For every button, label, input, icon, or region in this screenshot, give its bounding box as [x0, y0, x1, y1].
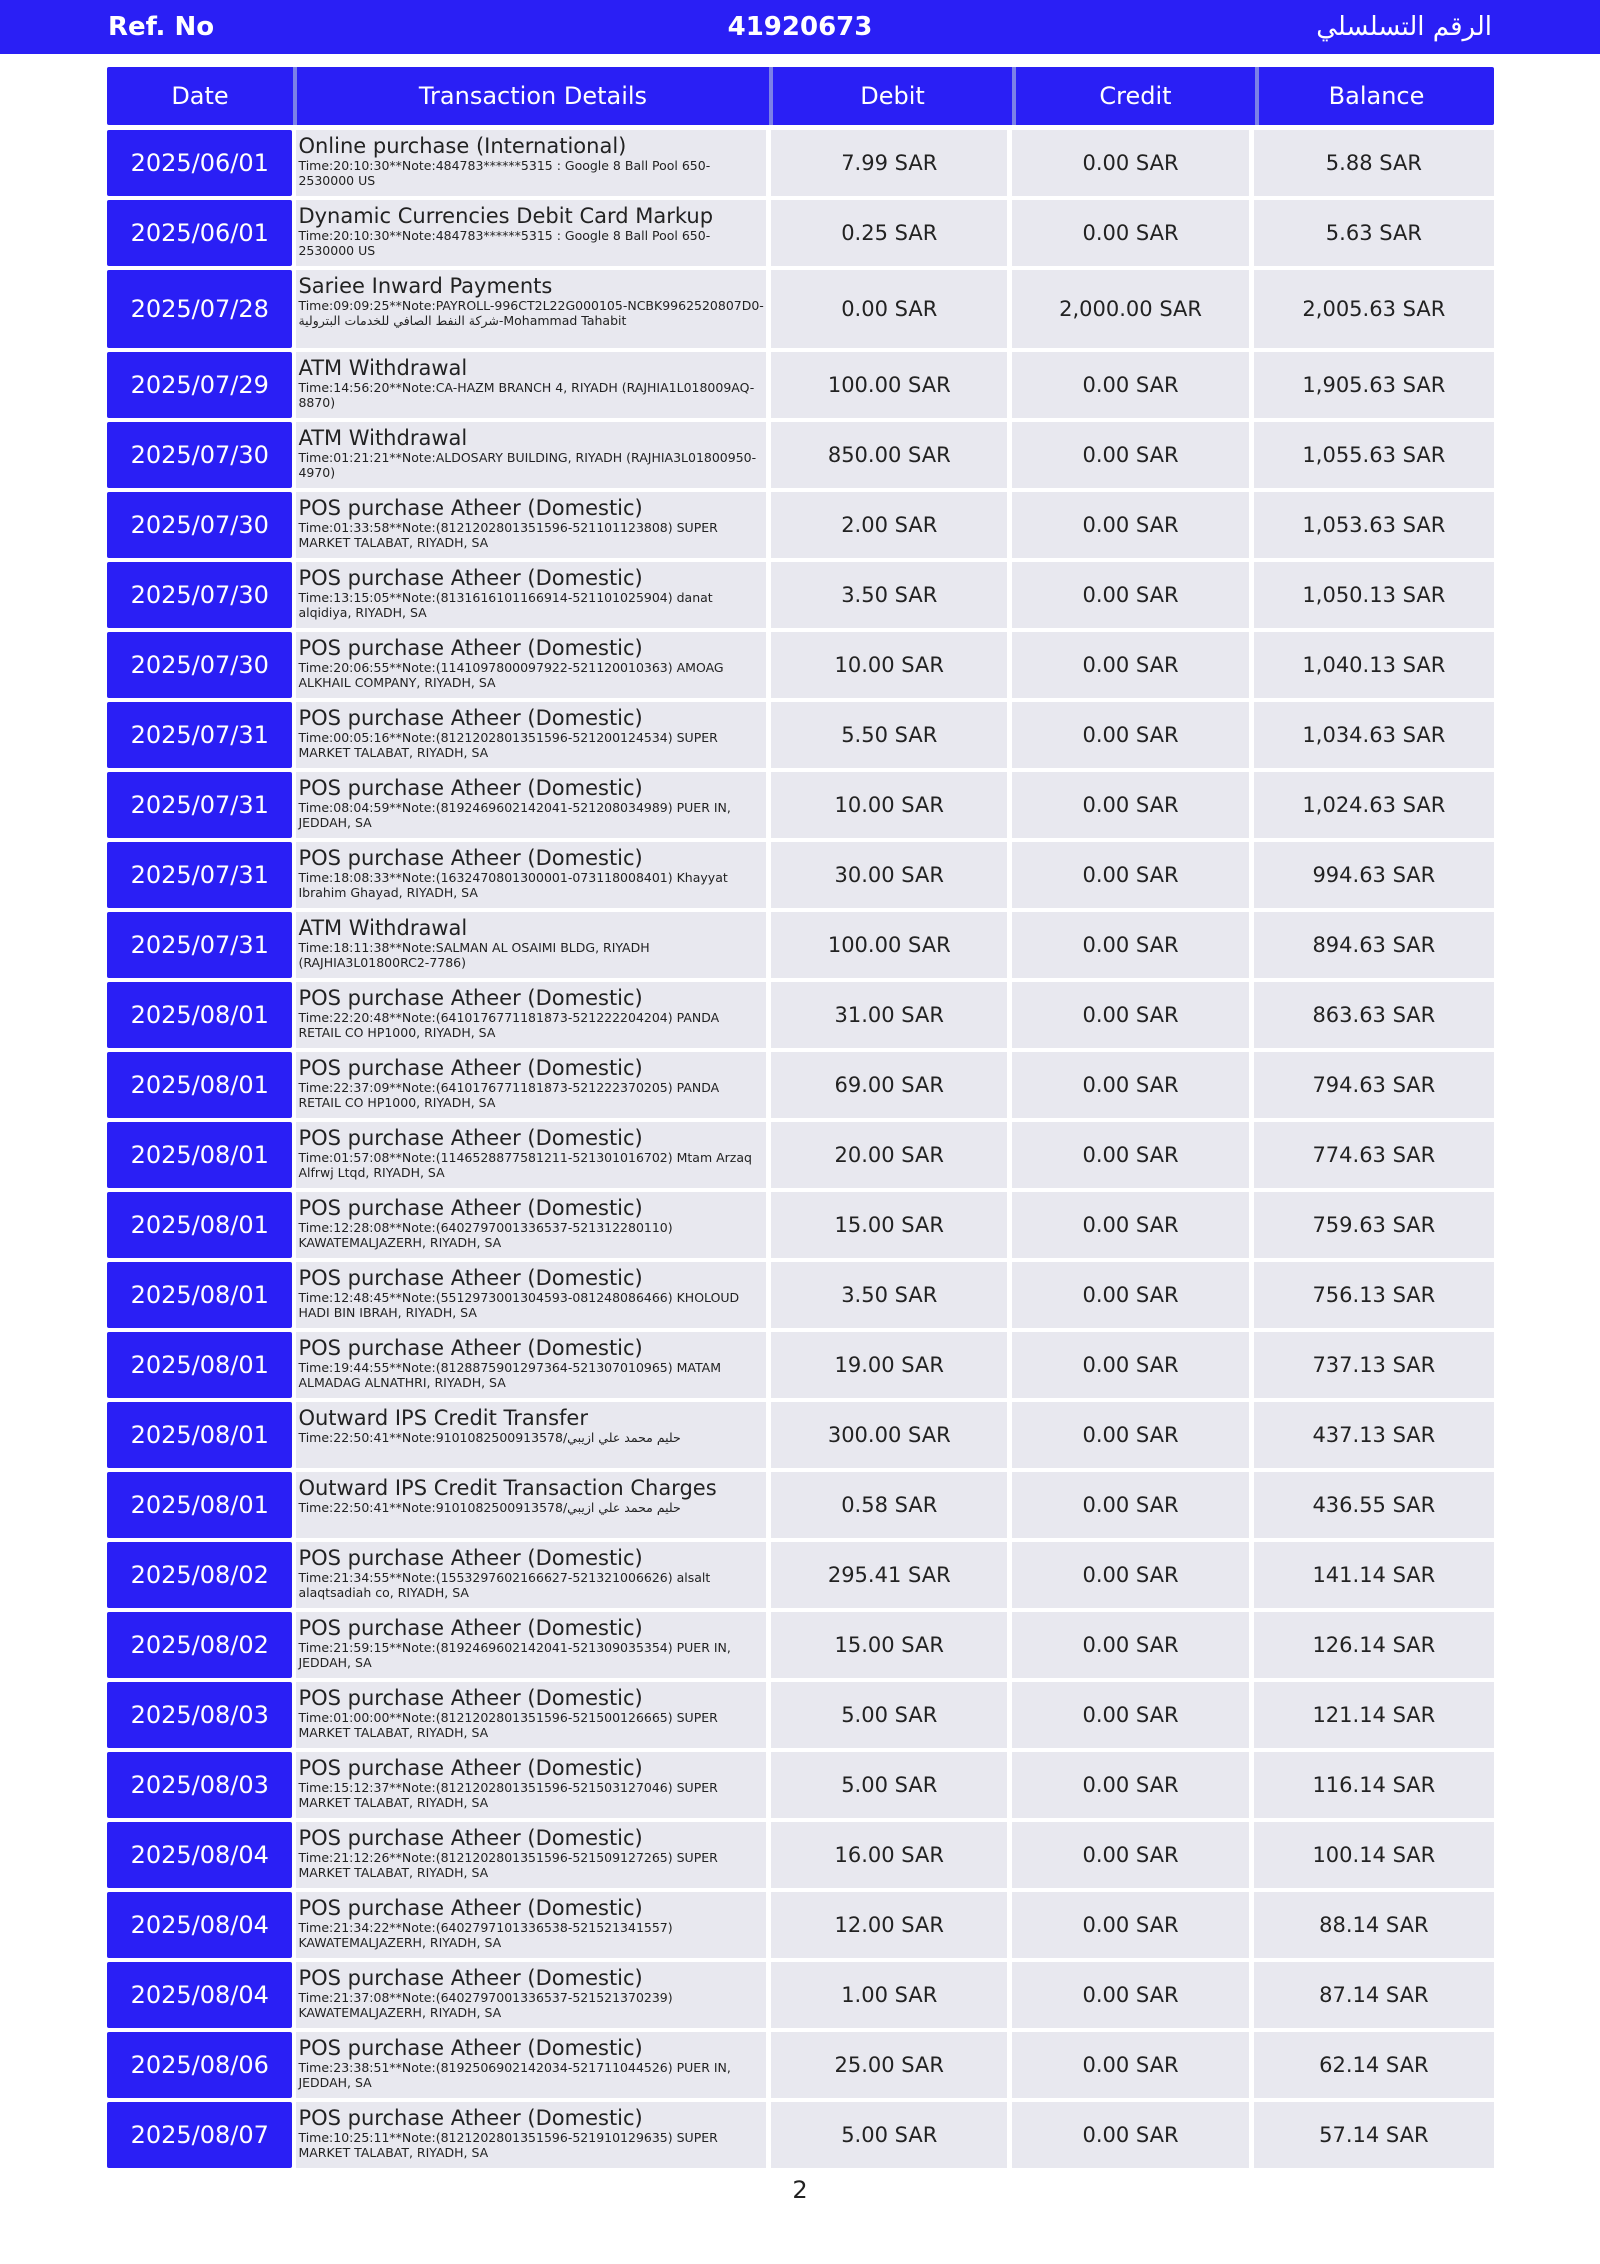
- row-debit: 5.00 SAR: [771, 2102, 1007, 2168]
- row-details-note: Time:18:11:38**Note:SALMAN AL OSAIMI BLDG, RIYADH (RAJHIA3L01800RC2-7786): [298, 940, 650, 970]
- row-details: [296, 1052, 766, 1118]
- row-details-note: Time:22:37:09**Note:(6410176771181873-521222370205) PANDA RETAIL CO HP1000, RIYADH, SA: [298, 1080, 720, 1110]
- row-details: [296, 1402, 766, 1468]
- row-details-note: Time:08:04:59**Note:(8192469602142041-521208034989) PUER IN, JEDDAH, SA: [298, 800, 731, 830]
- row-details-note: Time:21:12:26**Note:(8121202801351596-521509127265) SUPER MARKET TALABAT, RIYADH, SA: [298, 1850, 718, 1880]
- row-credit: 0.00 SAR: [1012, 632, 1248, 698]
- column-header-debit: Debit: [773, 67, 1016, 125]
- row-details-note: Time:10:25:11**Note:(8121202801351596-521910129635) SUPER MARKET TALABAT, RIYADH, SA: [298, 2130, 718, 2160]
- row-details-title: Dynamic Currencies Debit Card Markup: [298, 204, 714, 228]
- row-details-title: POS purchase Atheer (Domestic): [298, 2106, 643, 2130]
- row-balance: 141.14 SAR: [1254, 1542, 1494, 1608]
- row-debit: 5.00 SAR: [771, 1752, 1007, 1818]
- row-credit: 0.00 SAR: [1012, 1472, 1248, 1538]
- row-details-note: Time:22:50:41**Note:9101082500913578/حليم محمد علي ازيبي: [298, 1430, 681, 1445]
- page-number: 2: [792, 2176, 808, 2204]
- row-credit: 0.00 SAR: [1012, 1052, 1248, 1118]
- statement-header-bar: [0, 0, 1600, 54]
- row-debit: 2.00 SAR: [771, 492, 1007, 558]
- row-balance: 62.14 SAR: [1254, 2032, 1494, 2098]
- row-credit: 0.00 SAR: [1012, 2102, 1248, 2168]
- row-details: [296, 1822, 766, 1888]
- row-debit: 850.00 SAR: [771, 422, 1007, 488]
- row-details-title: ATM Withdrawal: [298, 356, 468, 380]
- row-details: [296, 200, 766, 266]
- row-credit: 0.00 SAR: [1012, 200, 1248, 266]
- row-balance: 894.63 SAR: [1254, 912, 1494, 978]
- table-row: [107, 702, 1494, 768]
- row-details-title: POS purchase Atheer (Domestic): [298, 1756, 643, 1780]
- row-details-note: Time:12:48:45**Note:(5512973001304593-081248086466) KHOLOUD HADI BIN IBRAH, RIYADH, SA: [298, 1290, 740, 1320]
- row-details: [296, 1262, 766, 1328]
- table-row: [107, 1122, 1494, 1188]
- row-date: 2025/08/07: [107, 2102, 292, 2168]
- row-debit: 0.25 SAR: [771, 200, 1007, 266]
- row-details-note: Time:18:08:33**Note:(1632470801300001-073118008401) Khayyat Ibrahim Ghayad, RIYADH, SA: [298, 870, 728, 900]
- table-row: [107, 422, 1494, 488]
- table-row: [107, 1822, 1494, 1888]
- row-credit: 0.00 SAR: [1012, 982, 1248, 1048]
- ref-label: Ref. No: [108, 12, 215, 42]
- column-header-date: Date: [107, 67, 297, 125]
- row-balance: 100.14 SAR: [1254, 1822, 1494, 1888]
- row-date: 2025/08/03: [107, 1752, 292, 1818]
- row-date: 2025/08/01: [107, 982, 292, 1048]
- table-row: [107, 562, 1494, 628]
- column-header-details: Transaction Details: [297, 67, 773, 125]
- row-details-title: POS purchase Atheer (Domestic): [298, 1196, 643, 1220]
- ref-number: 41920673: [727, 12, 873, 42]
- row-date: 2025/07/31: [107, 702, 292, 768]
- row-credit: 0.00 SAR: [1012, 1962, 1248, 2028]
- row-date: 2025/08/02: [107, 1542, 292, 1608]
- row-details-note: Time:23:38:51**Note:(8192506902142034-521711044526) PUER IN, JEDDAH, SA: [298, 2060, 731, 2090]
- row-details-title: POS purchase Atheer (Domestic): [298, 986, 643, 1010]
- row-balance: 436.55 SAR: [1254, 1472, 1494, 1538]
- row-debit: 0.58 SAR: [771, 1472, 1007, 1538]
- table-row: [107, 912, 1494, 978]
- table-row: [107, 1752, 1494, 1818]
- row-debit: 31.00 SAR: [771, 982, 1007, 1048]
- row-details: [296, 1192, 766, 1258]
- row-credit: 0.00 SAR: [1012, 912, 1248, 978]
- row-details-note: Time:01:00:00**Note:(8121202801351596-521500126665) SUPER MARKET TALABAT, RIYADH, SA: [298, 1710, 718, 1740]
- row-credit: 0.00 SAR: [1012, 1402, 1248, 1468]
- row-debit: 7.99 SAR: [771, 130, 1007, 196]
- row-details-title: POS purchase Atheer (Domestic): [298, 1266, 643, 1290]
- row-details: [296, 1612, 766, 1678]
- row-date: 2025/08/03: [107, 1682, 292, 1748]
- row-details: [296, 1962, 766, 2028]
- row-details-title: POS purchase Atheer (Domestic): [298, 496, 643, 520]
- row-credit: 0.00 SAR: [1012, 702, 1248, 768]
- row-debit: 3.50 SAR: [771, 562, 1007, 628]
- table-row: [107, 1332, 1494, 1398]
- row-details-title: POS purchase Atheer (Domestic): [298, 1896, 643, 1920]
- row-debit: 15.00 SAR: [771, 1612, 1007, 1678]
- row-credit: 0.00 SAR: [1012, 562, 1248, 628]
- row-date: 2025/07/31: [107, 772, 292, 838]
- row-balance: 121.14 SAR: [1254, 1682, 1494, 1748]
- row-date: 2025/08/01: [107, 1192, 292, 1258]
- row-debit: 30.00 SAR: [771, 842, 1007, 908]
- row-credit: 0.00 SAR: [1012, 130, 1248, 196]
- row-debit: 5.00 SAR: [771, 1682, 1007, 1748]
- table-row: [107, 1262, 1494, 1328]
- row-balance: 1,050.13 SAR: [1254, 562, 1494, 628]
- row-balance: 774.63 SAR: [1254, 1122, 1494, 1188]
- row-details: [296, 702, 766, 768]
- row-details: [296, 1472, 766, 1538]
- row-date: 2025/06/01: [107, 130, 292, 196]
- row-details-note: Time:01:21:21**Note:ALDOSARY BUILDING, RIYADH (RAJHIA3L01800950-4970): [298, 450, 757, 480]
- row-details-title: Outward IPS Credit Transfer: [298, 1406, 588, 1430]
- column-header-balance: Balance: [1328, 82, 1425, 110]
- row-balance: 1,053.63 SAR: [1254, 492, 1494, 558]
- row-details-note: Time:13:15:05**Note:(8131616101166914-521101025904) danat alqidiya, RIYADH, SA: [298, 590, 713, 620]
- row-date: 2025/07/28: [107, 270, 292, 348]
- row-details: [296, 352, 766, 418]
- row-details-note: Time:01:33:58**Note:(8121202801351596-521101123808) SUPER MARKET TALABAT, RIYADH, SA: [298, 520, 718, 550]
- row-details: [296, 2102, 766, 2168]
- table-row: [107, 1192, 1494, 1258]
- row-details: [296, 1122, 766, 1188]
- row-balance: 5.88 SAR: [1254, 130, 1494, 196]
- row-debit: 1.00 SAR: [771, 1962, 1007, 2028]
- row-details: [296, 1682, 766, 1748]
- row-debit: 19.00 SAR: [771, 1332, 1007, 1398]
- row-details: [296, 562, 766, 628]
- row-debit: 25.00 SAR: [771, 2032, 1007, 2098]
- row-credit: 0.00 SAR: [1012, 1612, 1248, 1678]
- table-row: [107, 982, 1494, 1048]
- row-details: [296, 1752, 766, 1818]
- row-balance: 1,034.63 SAR: [1254, 702, 1494, 768]
- row-date: 2025/06/01: [107, 200, 292, 266]
- row-balance: 1,024.63 SAR: [1254, 772, 1494, 838]
- row-credit: 0.00 SAR: [1012, 1752, 1248, 1818]
- row-balance: 1,055.63 SAR: [1254, 422, 1494, 488]
- row-details-note: Time:21:59:15**Note:(8192469602142041-521309035354) PUER IN, JEDDAH, SA: [298, 1640, 731, 1670]
- row-details-title: POS purchase Atheer (Domestic): [298, 636, 643, 660]
- row-details: [296, 982, 766, 1048]
- row-details-note: Time:14:56:20**Note:CA-HAZM BRANCH 4, RIYADH (RAJHIA1L018009AQ-8870): [298, 380, 755, 410]
- row-details-title: POS purchase Atheer (Domestic): [298, 776, 643, 800]
- row-credit: 0.00 SAR: [1012, 1892, 1248, 1958]
- table-row: [107, 1612, 1494, 1678]
- row-credit: 0.00 SAR: [1012, 1682, 1248, 1748]
- row-date: 2025/08/04: [107, 1822, 292, 1888]
- row-details-title: Online purchase (International): [298, 134, 627, 158]
- row-credit: 0.00 SAR: [1012, 352, 1248, 418]
- table-row: [107, 632, 1494, 698]
- row-details-title: POS purchase Atheer (Domestic): [298, 566, 643, 590]
- table-body: [107, 130, 1494, 2168]
- row-details-title: POS purchase Atheer (Domestic): [298, 2036, 643, 2060]
- serial-number-label-arabic: الرقم التسلسلي: [1316, 12, 1492, 42]
- row-details-title: ATM Withdrawal: [298, 426, 468, 450]
- row-details-note: Time:09:09:25**Note:PAYROLL-996CT2L22G000105-NCBK9962520807D0-شركة النفط الصافي للخدمات البترولية-Mohammad Tahabit: [298, 298, 764, 328]
- row-details: [296, 1892, 766, 1958]
- row-balance: 126.14 SAR: [1254, 1612, 1494, 1678]
- row-credit: 0.00 SAR: [1012, 1192, 1248, 1258]
- row-debit: 300.00 SAR: [771, 1402, 1007, 1468]
- row-credit: 2,000.00 SAR: [1012, 270, 1248, 348]
- row-date: 2025/08/04: [107, 1892, 292, 1958]
- row-details: [296, 912, 766, 978]
- row-details-title: ATM Withdrawal: [298, 916, 468, 940]
- row-details-title: POS purchase Atheer (Domestic): [298, 1126, 643, 1150]
- table-row: [107, 1402, 1494, 1468]
- row-credit: 0.00 SAR: [1012, 1122, 1248, 1188]
- row-balance: 994.63 SAR: [1254, 842, 1494, 908]
- row-date: 2025/07/30: [107, 562, 292, 628]
- row-details-note: Time:19:44:55**Note:(8128875901297364-521307010965) MATAM ALMADAG ALNATHRI, RIYADH, SA: [298, 1360, 721, 1390]
- row-details-note: Time:15:12:37**Note:(8121202801351596-521503127046) SUPER MARKET TALABAT, RIYADH, SA: [298, 1780, 718, 1810]
- row-date: 2025/08/01: [107, 1402, 292, 1468]
- row-details: [296, 1332, 766, 1398]
- row-details-note: Time:20:10:30**Note:484783******5315 : Google 8 Ball Pool 650-2530000 US: [298, 228, 711, 258]
- row-debit: 15.00 SAR: [771, 1192, 1007, 1258]
- row-date: 2025/07/30: [107, 492, 292, 558]
- row-details-note: Time:22:50:41**Note:9101082500913578/حليم محمد علي ازيبي: [298, 1500, 681, 1515]
- row-date: 2025/07/29: [107, 352, 292, 418]
- row-balance: 57.14 SAR: [1254, 2102, 1494, 2168]
- row-credit: 0.00 SAR: [1012, 1822, 1248, 1888]
- row-date: 2025/07/30: [107, 422, 292, 488]
- row-details-title: POS purchase Atheer (Domestic): [298, 1616, 643, 1640]
- row-date: 2025/07/30: [107, 632, 292, 698]
- row-details: [296, 270, 766, 348]
- table-header: [107, 67, 1494, 125]
- row-details: [296, 130, 766, 196]
- row-details-note: Time:20:10:30**Note:484783******5315 : Google 8 Ball Pool 650-2530000 US: [298, 158, 711, 188]
- row-debit: 100.00 SAR: [771, 912, 1007, 978]
- row-credit: 0.00 SAR: [1012, 772, 1248, 838]
- row-details-note: Time:22:20:48**Note:(6410176771181873-521222204204) PANDA RETAIL CO HP1000, RIYADH, SA: [298, 1010, 720, 1040]
- transactions-table: [107, 67, 1494, 2172]
- row-balance: 87.14 SAR: [1254, 1962, 1494, 2028]
- row-balance: 737.13 SAR: [1254, 1332, 1494, 1398]
- row-details-title: POS purchase Atheer (Domestic): [298, 1546, 643, 1570]
- row-date: 2025/08/01: [107, 1332, 292, 1398]
- row-balance: 759.63 SAR: [1254, 1192, 1494, 1258]
- row-details: [296, 1542, 766, 1608]
- table-row: [107, 200, 1494, 266]
- row-credit: 0.00 SAR: [1012, 1542, 1248, 1608]
- row-details-title: POS purchase Atheer (Domestic): [298, 1056, 643, 1080]
- row-credit: 0.00 SAR: [1012, 2032, 1248, 2098]
- row-debit: 20.00 SAR: [771, 1122, 1007, 1188]
- row-debit: 12.00 SAR: [771, 1892, 1007, 1958]
- row-debit: 10.00 SAR: [771, 772, 1007, 838]
- row-date: 2025/08/04: [107, 1962, 292, 2028]
- table-row: [107, 772, 1494, 838]
- row-credit: 0.00 SAR: [1012, 492, 1248, 558]
- row-details: [296, 842, 766, 908]
- row-details-title: POS purchase Atheer (Domestic): [298, 846, 643, 870]
- row-date: 2025/07/31: [107, 912, 292, 978]
- row-balance: 2,005.63 SAR: [1254, 270, 1494, 348]
- table-row: [107, 1682, 1494, 1748]
- row-details-note: Time:12:28:08**Note:(6402797001336537-521312280110) KAWATEMALJAZERH, RIYADH, SA: [298, 1220, 673, 1250]
- row-details-title: Sariee Inward Payments: [298, 274, 553, 298]
- table-row: [107, 842, 1494, 908]
- row-details-note: Time:20:06:55**Note:(1141097800097922-521120010363) AMOAG ALKHAIL COMPANY, RIYADH, SA: [298, 660, 724, 690]
- row-details-title: Outward IPS Credit Transaction Charges: [298, 1476, 717, 1500]
- row-details-note: Time:01:57:08**Note:(1146528877581211-521301016702) Mtam Arzaq Alfrwj Ltqd, RIYADH, SA: [298, 1150, 752, 1180]
- row-balance: 756.13 SAR: [1254, 1262, 1494, 1328]
- row-details: [296, 422, 766, 488]
- row-date: 2025/08/01: [107, 1472, 292, 1538]
- row-details-title: POS purchase Atheer (Domestic): [298, 1966, 643, 1990]
- row-balance: 1,040.13 SAR: [1254, 632, 1494, 698]
- row-details-title: POS purchase Atheer (Domestic): [298, 1336, 643, 1360]
- row-details: [296, 772, 766, 838]
- row-date: 2025/08/01: [107, 1122, 292, 1188]
- table-row: [107, 270, 1494, 348]
- table-row: [107, 1892, 1494, 1958]
- row-balance: 863.63 SAR: [1254, 982, 1494, 1048]
- row-balance: 437.13 SAR: [1254, 1402, 1494, 1468]
- row-balance: 794.63 SAR: [1254, 1052, 1494, 1118]
- row-details: [296, 2032, 766, 2098]
- row-credit: 0.00 SAR: [1012, 422, 1248, 488]
- table-row: [107, 2102, 1494, 2168]
- row-details-note: Time:21:34:22**Note:(6402797101336538-521521341557) KAWATEMALJAZERH, RIYADH, SA: [298, 1920, 673, 1950]
- row-balance: 1,905.63 SAR: [1254, 352, 1494, 418]
- row-debit: 69.00 SAR: [771, 1052, 1007, 1118]
- row-details-title: POS purchase Atheer (Domestic): [298, 1686, 643, 1710]
- row-debit: 10.00 SAR: [771, 632, 1007, 698]
- column-header-credit: Credit: [1016, 67, 1259, 125]
- row-credit: 0.00 SAR: [1012, 1332, 1248, 1398]
- table-row: [107, 2032, 1494, 2098]
- row-date: 2025/08/01: [107, 1052, 292, 1118]
- row-debit: 16.00 SAR: [771, 1822, 1007, 1888]
- row-date: 2025/08/01: [107, 1262, 292, 1328]
- table-row: [107, 1962, 1494, 2028]
- row-details-note: Time:21:37:08**Note:(6402797001336537-521521370239) KAWATEMALJAZERH, RIYADH, SA: [298, 1990, 673, 2020]
- row-debit: 295.41 SAR: [771, 1542, 1007, 1608]
- table-row: [107, 1052, 1494, 1118]
- row-debit: 5.50 SAR: [771, 702, 1007, 768]
- row-balance: 88.14 SAR: [1254, 1892, 1494, 1958]
- row-details-note: Time:00:05:16**Note:(8121202801351596-521200124534) SUPER MARKET TALABAT, RIYADH, SA: [298, 730, 718, 760]
- table-row: [107, 492, 1494, 558]
- row-debit: 0.00 SAR: [771, 270, 1007, 348]
- table-row: [107, 352, 1494, 418]
- row-details-title: POS purchase Atheer (Domestic): [298, 706, 643, 730]
- row-details-title: POS purchase Atheer (Domestic): [298, 1826, 643, 1850]
- row-details-note: Time:21:34:55**Note:(1553297602166627-521321006626) alsalt alaqtsadiah co, RIYADH, SA: [298, 1570, 711, 1600]
- row-details: [296, 632, 766, 698]
- row-credit: 0.00 SAR: [1012, 1262, 1248, 1328]
- row-date: 2025/07/31: [107, 842, 292, 908]
- row-details: [296, 492, 766, 558]
- row-date: 2025/08/02: [107, 1612, 292, 1678]
- row-credit: 0.00 SAR: [1012, 842, 1248, 908]
- row-debit: 100.00 SAR: [771, 352, 1007, 418]
- row-balance: 116.14 SAR: [1254, 1752, 1494, 1818]
- table-row: [107, 1472, 1494, 1538]
- row-debit: 3.50 SAR: [771, 1262, 1007, 1328]
- row-balance: 5.63 SAR: [1254, 200, 1494, 266]
- table-row: [107, 130, 1494, 196]
- table-row: [107, 1542, 1494, 1608]
- row-date: 2025/08/06: [107, 2032, 292, 2098]
